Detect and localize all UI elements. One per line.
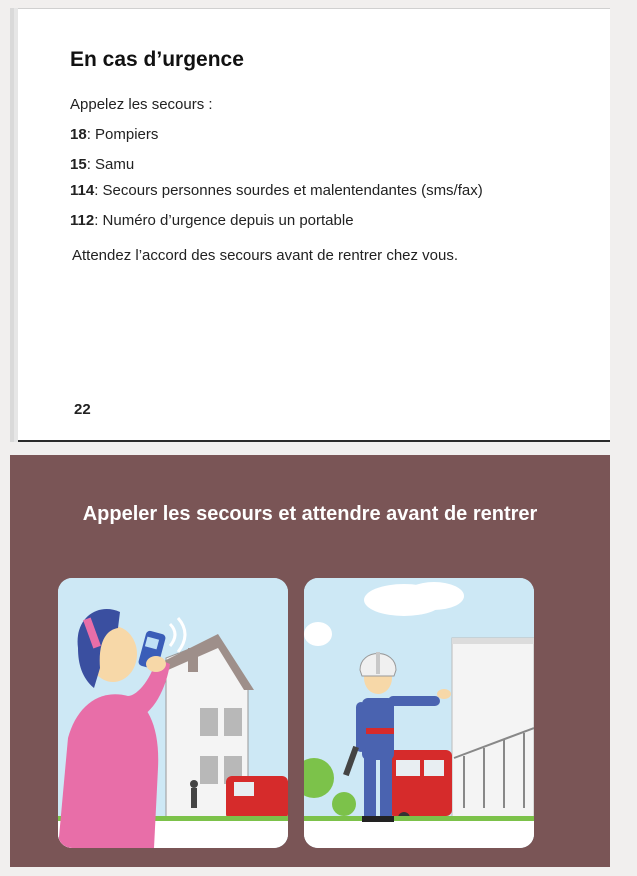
page-number: 22	[74, 401, 91, 418]
intro-text: Appelez les secours :	[70, 96, 213, 113]
illustration-panel	[10, 455, 610, 867]
firefighter-illustration	[304, 578, 534, 848]
page-title: En cas d’urgence	[70, 48, 244, 71]
emergency-number: 114	[70, 182, 95, 199]
emergency-line-fire	[70, 126, 158, 143]
woman-calling-illustration	[58, 578, 288, 848]
emergency-number: 112	[70, 212, 95, 229]
emergency-label: : Numéro d’urgence depuis un portable	[94, 212, 354, 229]
wait-instruction: Attendez l’accord des secours avant de rentrer chez vous.	[72, 247, 459, 264]
illustration-firefighter	[304, 578, 534, 848]
panel-title: Appeler les secours et attendre avant de rentrer	[82, 503, 538, 525]
emergency-line-deaf	[70, 182, 483, 199]
emergency-label: : Pompiers	[86, 126, 159, 143]
emergency-number: 18	[70, 126, 87, 143]
emergency-line-samu	[70, 156, 134, 173]
document-page	[18, 8, 610, 442]
emergency-label: : Secours personnes sourdes et malentendantes (sms/fax)	[94, 182, 483, 199]
emergency-line-mobile	[70, 212, 354, 229]
page-edge	[18, 8, 610, 9]
emergency-number: 15	[70, 156, 87, 173]
emergency-label: : Samu	[86, 156, 135, 173]
illustration-calling	[58, 578, 288, 848]
